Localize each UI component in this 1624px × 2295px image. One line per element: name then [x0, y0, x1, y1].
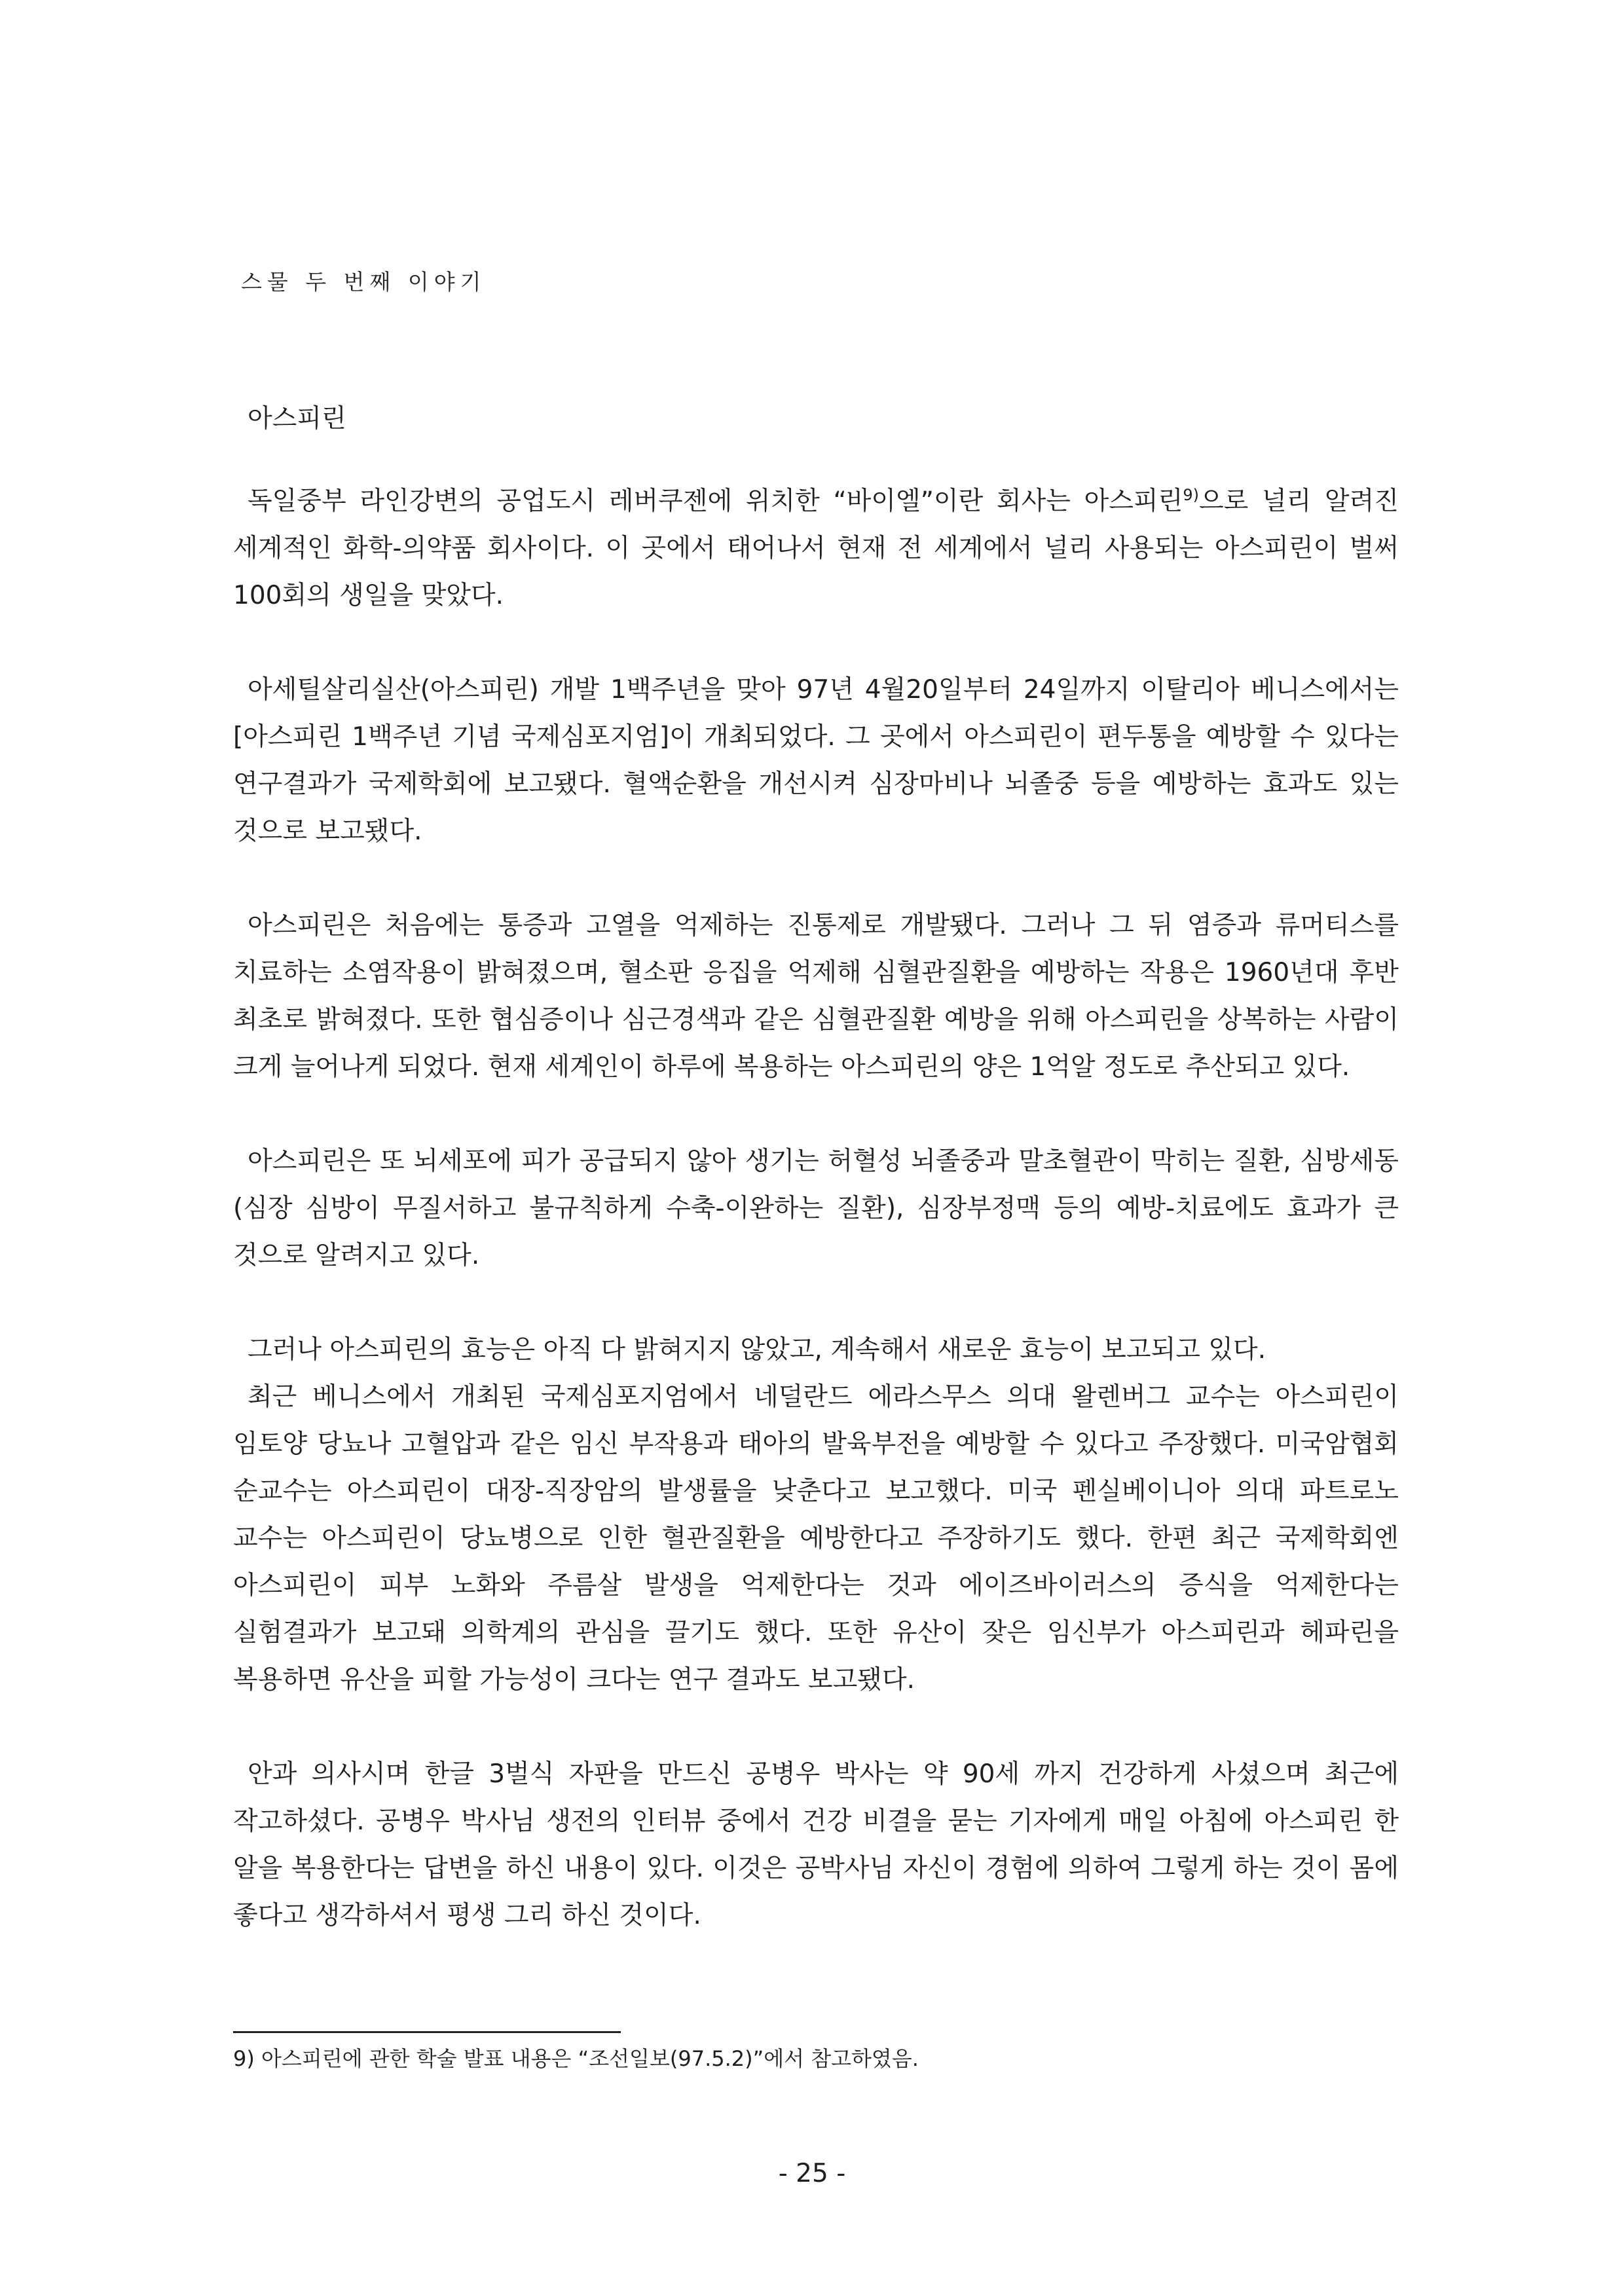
paragraph-1	[233, 478, 1399, 619]
paragraph-3: 아스피린은 처음에는 통증과 고열을 억제하는 진통제로 개발됐다. 그러나 그 뒤 염증과 류머티스를 치료하는 소염작용이 밝혀졌으며, 혈소판 응집을 억제해 심혈관질환을 예방하는 작용은 1960년대 후반 최초로 밝혀졌다. 또한 협심증이나 심근경색과 같은 심혈관질환 예방을 위해 아스피린을 상복하는 사람이 크게 늘어나게 되었다. 현재 세계인이 하루에 복용하는 아스피린의 양은 1억알 정도로 추산되고 있다.	[233, 911, 1399, 1082]
footnote-reference: 9)	[1183, 486, 1199, 504]
body-text	[233, 478, 1399, 1939]
chapter-title: 스물 두 번째 이야기	[241, 269, 487, 295]
footnote-divider	[233, 2031, 621, 2033]
paragraph-7: 안과 의사시며 한글 3벌식 자판을 만드신 공병우 박사는 약 90세 까지 건강하게 사셨으며 최근에 작고하셨다. 공병우 박사님 생전의 인터뷰 중에서 건강 비결을 묻는 기자에게 매일 아침에 아스피린 한 알을 복용한다는 답변을 하신 내용이 있다. 이것은 공박사님 자신이 경험에 의하여 그렇게 하는 것이 몸에 좋다고 생각하셔서 평생 그리 하신 것이다.	[233, 1759, 1399, 1930]
paragraph-2: 아세틸살리실산(아스피린) 개발 1백주년을 맞아 97년 4월20일부터 24일까지 이탈리아 베니스에서는 [아스피린 1백주년 기념 국제심포지엄]이 개최되었다. 그 곳에서 아스피린이 편두통을 예방할 수 있다는 연구결과가 국제학회에 보고됐다. 혈액순환을 개선시켜 심장마비나 뇌졸중 등을 예방하는 효과도 있는 것으로 보고됐다.	[233, 675, 1399, 846]
paragraph-5: 그러나 아스피린의 효능은 아직 다 밝혀지지 않았고, 계속해서 새로운 효능이 보고되고 있다.	[248, 1335, 1266, 1365]
paragraph-6: 최근 베니스에서 개최된 국제심포지엄에서 네덜란드 에라스무스 의대 왈렌버그 교수는 아스피린이 임토양 당뇨나 고혈압과 같은 임신 부작용과 태아의 발육부전을 예방할 수 있다고 주장했다. 미국암협회 순교수는 아스피린이 대장-직장암의 발생률을 낮춘다고 보고했다. 미국 펜실베이니아 의대 파트로노 교수는 아스피린이 당뇨병으로 인한 혈관질환을 예방한다고 주장하기도 했다. 한편 최근 국제학회엔 아스피린이 피부 노화와 주름살 발생을 억제한다는 것과 에이즈바이러스의 증식을 억제한다는 실험결과가 보고돼 의학계의 관심을 끌기도 했다. 또한 유산이 잦은 임신부가 아스피린과 헤파린을 복용하면 유산을 피할 가능성이 크다는 연구 결과도 보고됐다.	[233, 1382, 1399, 1695]
paragraph-1-end: 으로 널리 알려진 세계적인 화학-의약품 회사이다. 이 곳에서 태어나서 현재 전 세계에서 널리 사용되는 아스피린이 벌써 100회의 생일을 맞았다.	[233, 487, 1399, 610]
page-number: - 25 -	[778, 2159, 846, 2188]
paragraph-4: 아스피린은 또 뇌세포에 피가 공급되지 않아 생기는 허혈성 뇌졸중과 말초혈관이 막히는 질환, 심방세동(심장 심방이 무질서하고 불규칙하게 수축-이완하는 질환), 심장부정맥 등의 예방-치료에도 효과가 큰 것으로 알려지고 있다.	[233, 1147, 1399, 1270]
section-title: 아스피린	[248, 404, 346, 433]
footnote: 9) 아스피린에 관한 학술 발표 내용은 “조선일보(97.5.2)”에서 참고하였음.	[233, 2046, 919, 2071]
paragraph-1-start: 독일중부 라인강변의 공업도시 레버쿠젠에 위치한 “바이엘”이란 회사는 아스피린	[248, 487, 1183, 516]
